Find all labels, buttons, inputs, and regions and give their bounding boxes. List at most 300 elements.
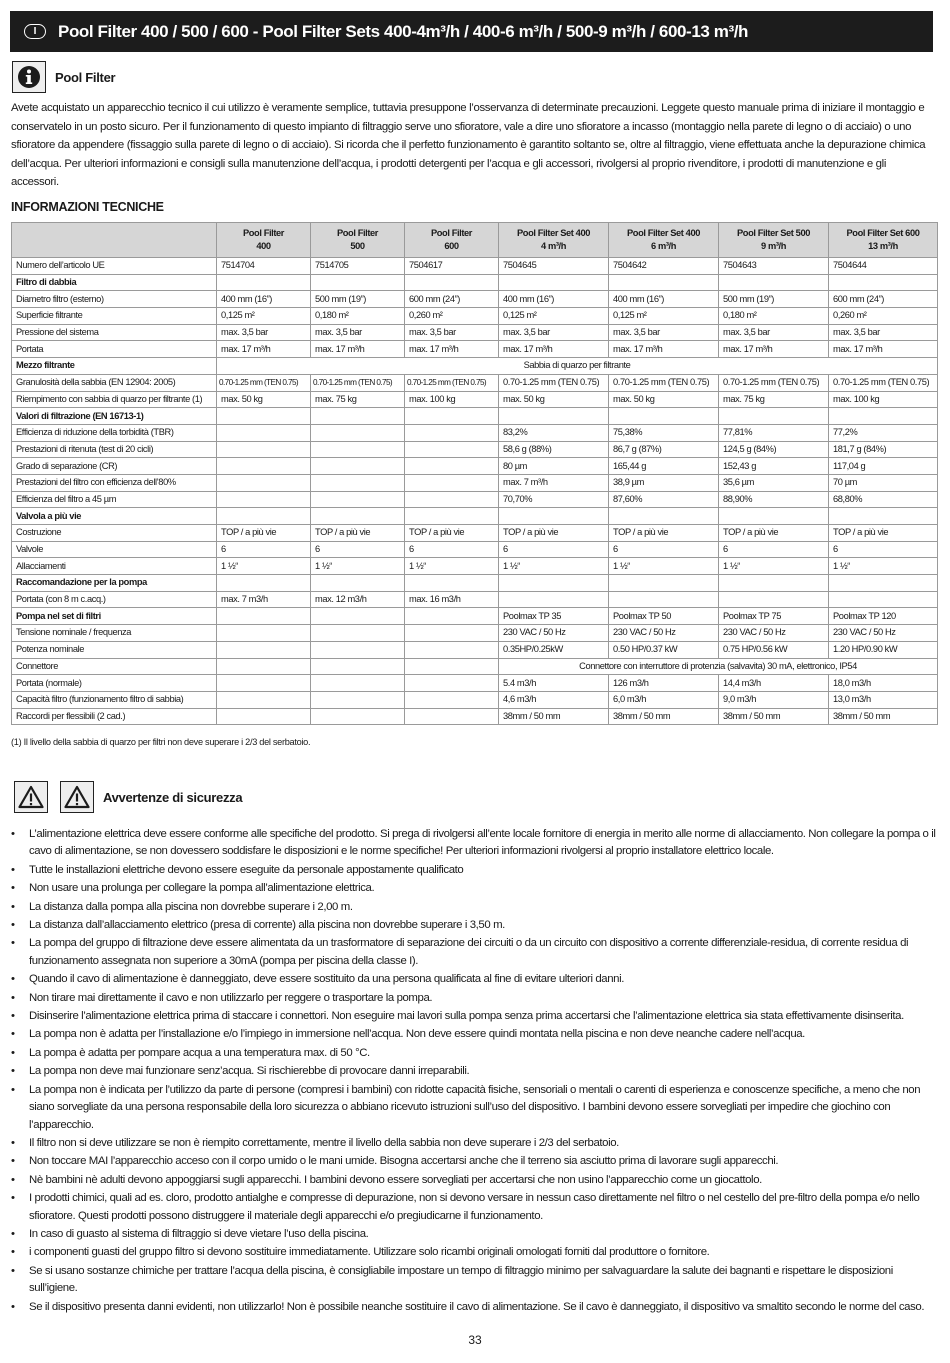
row-label: Filtro di dabbia [12,274,217,291]
table-cell [217,274,311,291]
row-label: Portata (normale) [12,675,217,692]
header-band [10,11,933,52]
row-label: Grado di separazione (CR) [12,458,217,475]
table-cell: 600 mm (24”) [829,291,938,308]
header-corner-cell [12,223,217,258]
table-cell: 181,7 g (84%) [829,441,938,458]
table-cell [311,708,405,725]
table-cell [311,691,405,708]
table-cell: 6 [829,541,938,558]
tech-table-header [12,223,938,258]
table-row [12,408,938,425]
table-cell [719,591,829,608]
table-cell: 38mm / 50 mm [609,708,719,725]
table-cell [311,641,405,658]
table-cell: 230 VAC / 50 Hz [829,625,938,642]
intro-title: Pool Filter [55,69,116,85]
table-cell [217,641,311,658]
table-cell: 70 µm [829,474,938,491]
row-label: Riempimento con sabbia di quarzo per filtrante (1) [12,391,217,408]
table-cell [311,458,405,475]
table-cell [405,274,499,291]
table-cell [405,641,499,658]
table-row [12,324,938,341]
table-cell: 75,38% [609,424,719,441]
table-cell: 38,9 µm [609,474,719,491]
table-cell [405,708,499,725]
row-label: Raccomandazione per la pompa [12,575,217,592]
table-cell [719,575,829,592]
table-cell: 500 mm (19”) [311,291,405,308]
table-cell: 77,2% [829,424,938,441]
table-row [12,508,938,525]
table-cell [311,441,405,458]
column-header-line: Pool Filter Set 400 [517,228,590,238]
table-cell: 0.70-1.25 mm (TEN 0.75) [499,374,609,391]
list-item: • La pompa del gruppo di filtrazione deve essere alimentata da un trasformatore di separazione dei circuiti o da un circuito con dispositivo a corrente differenziale-residua, di corrente residua di funzionamento assegnata non superiore a 30mA (pompa per piscina della classe I). [11,935,936,970]
table-cell: 7504642 [609,258,719,275]
table-cell: 7514704 [217,258,311,275]
table-cell: TOP / a più vie [829,525,938,542]
table-cell: max. 50 kg [609,391,719,408]
row-label: Prestazioni del filtro con efficienza dell’80% [12,474,217,491]
table-row [12,308,938,325]
table-cell: 0.70-1.25 mm (TEN 0.75) [829,374,938,391]
table-cell: 400 mm (16”) [217,291,311,308]
table-cell: max. 3,5 bar [311,324,405,341]
table-cell [499,508,609,525]
row-label: Efficienza di riduzione della torbidità (TBR) [12,424,217,441]
table-cell: 9,0 m3/h [719,691,829,708]
row-label: Granulosità della sabbia (EN 12904: 2005) [12,374,217,391]
list-item: • L’alimentazione elettrica deve essere conforme alle specifiche del prodotto. Si prega di rivolgersi all’ente locale fornitore di energia in merito alle norme di allacciamento. Non collegare la pompa o il cavo di alimentazione, se non dovessero soddisfare le disposizioni e le norme specifiche! Per ulteriori informazioni rivolgersi al proprio installatore elettrico locale. [11,826,936,861]
table-cell: Poolmax TP 50 [609,608,719,625]
list-item: • La pompa non deve mai funzionare senz’acqua. Si rischierebbe di provocare danni irreparabili. [11,1063,936,1080]
table-cell [311,408,405,425]
table-cell: 38mm / 50 mm [719,708,829,725]
table-cell: 0.70-1.25 mm (TEN 0.75) [311,374,405,391]
table-cell: max. 17 m³/h [609,341,719,358]
table-cell [217,608,311,625]
table-cell [829,591,938,608]
table-cell: 13,0 m3/h [829,691,938,708]
table-cell [311,508,405,525]
table-cell [311,675,405,692]
table-cell: 68,80% [829,491,938,508]
table-cell [311,575,405,592]
table-cell: 1 ½“ [499,558,609,575]
table-cell: 6,0 m3/h [609,691,719,708]
column-header [499,223,609,258]
table-row [12,341,938,358]
safety-section-head [14,781,242,813]
column-header [719,223,829,258]
table-cell: 7504644 [829,258,938,275]
table-cell: 0.75 HP/0.56 kW [719,641,829,658]
table-row [12,608,938,625]
intro-section-head [12,61,115,93]
table-cell: TOP / a più vie [217,525,311,542]
column-header-line: Pool Filter [430,228,473,238]
table-cell [829,575,938,592]
table-cell: 70,70% [499,491,609,508]
list-item: • La pompa è adatta per pompare acqua a una temperatura max. di 50 °C. [11,1045,936,1062]
table-cell: 86,7 g (87%) [609,441,719,458]
table-cell: max. 17 m³/h [829,341,938,358]
table-cell: 0,260 m² [405,308,499,325]
table-row [12,591,938,608]
table-cell: 1 ½“ [719,558,829,575]
table-cell: max. 75 kg [719,391,829,408]
table-cell: 230 VAC / 50 Hz [719,625,829,642]
table-cell: 6 [311,541,405,558]
table-cell [719,274,829,291]
table-cell: max. 3,5 bar [405,324,499,341]
safety-title: Avvertenze di sicurezza [103,789,243,805]
table-cell [499,575,609,592]
list-item: • Quando il cavo di alimentazione è danneggiato, deve essere sostituito da una persona qualificata al fine di evitare ulteriori danni. [11,971,936,988]
spanning-cell: Sabbia di quarzo per filtrante [217,358,938,375]
table-cell: TOP / a più vie [311,525,405,542]
table-cell: TOP / a più vie [719,525,829,542]
table-cell: 0.35HP/0.25kW [499,641,609,658]
table-cell: 124,5 g (84%) [719,441,829,458]
column-header-line: 500 [350,241,365,251]
column-header [217,223,311,258]
row-label: Pressione del sistema [12,324,217,341]
table-cell: max. 50 kg [499,391,609,408]
table-cell [217,424,311,441]
table-cell: max. 3,5 bar [217,324,311,341]
table-cell [405,608,499,625]
row-label: Tensione nominale / frequenza [12,625,217,642]
tech-table [11,222,938,725]
table-cell: max. 16 m3/h [405,591,499,608]
table-row [12,658,938,675]
table-cell: 0,125 m² [609,308,719,325]
table-cell [217,708,311,725]
table-cell [311,491,405,508]
column-header-line: 600 [444,241,459,251]
table-cell: max. 7 m3/h [217,591,311,608]
table-cell: 7504617 [405,258,499,275]
table-cell: max. 17 m³/h [719,341,829,358]
table-cell: 152,43 g [719,458,829,475]
info-badge: I [24,24,46,39]
column-header-line: Pool Filter Set 600 [846,228,920,238]
table-cell: 1.20 HP/0.90 kW [829,641,938,658]
table-cell: TOP / a più vie [499,525,609,542]
list-item: • Se il dispositivo presenta danni evidenti, non utilizzarlo! Non è possibile neanche sostituire il cavo di alimentazione. Se il cavo è danneggiato, il dispositivo va smaltito secondo le norme del caso. [11,1299,936,1316]
table-row [12,491,938,508]
page-number: 33 [468,1333,482,1347]
row-label: Costruzione [12,525,217,542]
column-header [311,223,405,258]
table-cell: TOP / a più vie [609,525,719,542]
table-cell [217,625,311,642]
table-cell: 0,260 m² [829,308,938,325]
table-cell: 500 mm (19”) [719,291,829,308]
table-cell: 77,81% [719,424,829,441]
list-item: • Non tirare mai direttamente il cavo e non utilizzarlo per reggere o trasportare la pompa. [11,990,936,1007]
table-cell: 5.4 m3/h [499,675,609,692]
table-cell [405,458,499,475]
list-item: • La pompa non è indicata per l’utilizzo da parte di persone (compresi i bambini) con ridotte capacità fisiche, sensoriali o mentali o carenti di esperienza e conoscenze specifiche, a meno che non siano sorvegliate da una persona responsabile della loro sicurezza o abbiano ricevuto istruzioni sull’uso del dispositivo. I bambini devono essere sorvegliati per impedire che giochino con l’apparecchio. [11,1082,936,1134]
row-label: Allacciamenti [12,558,217,575]
table-cell: max. 3,5 bar [829,324,938,341]
row-label: Potenza nominale [12,641,217,658]
table-cell [405,441,499,458]
column-header [405,223,499,258]
table-cell: 230 VAC / 50 Hz [609,625,719,642]
table-cell: 165,44 g [609,458,719,475]
table-row [12,625,938,642]
table-cell [405,474,499,491]
table-row [12,441,938,458]
table-cell: Poolmax TP 120 [829,608,938,625]
warning-icon [60,781,94,813]
page-title: Pool Filter 400 / 500 / 600 - Pool Filter Sets 400-4m³/h / 400-6 m³/h / 500-9 m³/h / 600-13 m³/h [58,21,749,41]
table-cell [719,408,829,425]
column-header-line: 9 m³/h [761,241,786,251]
table-cell [499,274,609,291]
table-cell: 38mm / 50 mm [829,708,938,725]
list-item: • Non usare una prolunga per collegare la pompa all’alimentazione elettrica. [11,880,936,897]
table-cell: 58,6 g (88%) [499,441,609,458]
tech-heading: INFORMAZIONI TECNICHE [11,200,164,214]
table-row [12,274,938,291]
table-cell: 1 ½“ [405,558,499,575]
table-cell [217,474,311,491]
table-cell: 38mm / 50 mm [499,708,609,725]
table-cell [405,675,499,692]
table-cell [217,408,311,425]
table-cell: 6 [217,541,311,558]
list-item: • Tutte le installazioni elettriche devono essere eseguite da personale appostamente qualificato [11,862,936,879]
table-cell [311,608,405,625]
table-cell [609,508,719,525]
table-row [12,424,938,441]
table-cell [609,408,719,425]
table-cell [829,508,938,525]
row-label: Valvola a più vie [12,508,217,525]
column-header-line: 400 [256,241,271,251]
column-header-line: Pool Filter Set 500 [737,228,810,238]
column-header-line: 4 m³/h [541,241,566,251]
table-cell [217,575,311,592]
table-cell: 1 ½“ [311,558,405,575]
table-cell [217,691,311,708]
warning-icon [14,781,48,813]
table-cell: max. 17 m³/h [311,341,405,358]
row-label: Valori di filtrazione (EN 16713-1) [12,408,217,425]
row-label: Efficienza del filtro a 45 µm [12,491,217,508]
table-cell [311,658,405,675]
table-cell: max. 3,5 bar [609,324,719,341]
table-row [12,525,938,542]
table-cell [829,274,938,291]
table-cell: 400 mm (16”) [499,291,609,308]
table-cell: max. 100 kg [405,391,499,408]
table-cell: 600 mm (24”) [405,291,499,308]
table-cell: 0,180 m² [311,308,405,325]
footnote: (1) Il livello della sabbia di quarzo per filtri non deve superare i 2/3 del serbatoio. [11,737,311,747]
table-cell: max. 12 m3/h [311,591,405,608]
table-cell [217,508,311,525]
table-cell: 1 ½“ [217,558,311,575]
table-row [12,474,938,491]
table-row [12,541,938,558]
table-cell [609,575,719,592]
table-cell [499,408,609,425]
table-cell: max. 50 kg [217,391,311,408]
table-cell: max. 7 m³/h [499,474,609,491]
table-row [12,391,938,408]
row-label: Raccordi per flessibili (2 cad.) [12,708,217,725]
table-cell: 83,2% [499,424,609,441]
table-cell: 87,60% [609,491,719,508]
table-cell [217,441,311,458]
table-cell [609,591,719,608]
row-label: Numero dell’articolo UE [12,258,217,275]
table-cell: max. 100 kg [829,391,938,408]
table-cell [217,658,311,675]
table-cell [405,691,499,708]
table-cell: 0,180 m² [719,308,829,325]
column-header-line: 6 m³/h [651,241,676,251]
list-item: • Non toccare MAI l’apparecchio acceso con il corpo umido o le mani umide. Bisogna accertarsi anche che il terreno sia asciutto prima di lavorare sugli apparecchi. [11,1153,936,1170]
column-header [829,223,938,258]
table-cell: max. 17 m³/h [405,341,499,358]
table-cell [405,424,499,441]
row-label: Portata [12,341,217,358]
list-item: • Disinserire l’alimentazione elettrica prima di staccare i connettori. Non eseguire mai lavori sulla pompa senza prima accertarsi che l’alimentazione elettrica sia stata effettivamente disinserita. [11,1008,936,1025]
intro-text: Avete acquistato un apparecchio tecnico il cui utilizzo è veramente semplice, tuttavia presuppone l’osservanza di determinate precauzioni. Leggete questo manuale prima di iniziare il montaggio e conservatelo in un posto sicuro. Per il funzionamento di questo impianto di filtraggio serve uno sfioratore, vale a dire uno sfioratore a incasso (montaggio nella parete di legno o di acciaio) o uno sfioratore da appendere (fissaggio sulla parete di legno o di acciaio). Si ricorda che il perfetto funzionamento è garantito soltanto se, oltre al filtraggio, viene effettuata anche la depurazione chimica dell’acqua. Per ulteriori informazioni e consigli sulla manutenzione dell’acqua, i prodotti detergenti per l’acqua e gli accessori, rivolgersi al proprio rivenditore, i prodotti di manutenzione e gli accessori. [11,102,926,188]
column-header-line: Pool Filter [242,228,285,238]
table-cell: 230 VAC / 50 Hz [499,625,609,642]
table-cell: max. 17 m³/h [217,341,311,358]
table-cell: 7504643 [719,258,829,275]
column-header-line: Pool Filter Set 400 [627,228,700,238]
column-header [609,223,719,258]
table-row [12,675,938,692]
table-cell: TOP / a più vie [405,525,499,542]
list-item: • La distanza dall’allacciamento elettrico (presa di corrente) alla piscina non dovrebbe superare i 3,50 m. [11,917,936,934]
table-cell: 0.70-1.25 mm (TEN 0.75) [217,374,311,391]
table-cell [311,625,405,642]
list-item: • La pompa non è adatta per l’installazione e/o l’impiego in immersione nell’acqua. Non deve essere quindi montata nella piscina e non deve neanche cadere nell’acqua. [11,1026,936,1043]
table-row [12,291,938,308]
table-cell: 0.70-1.25 mm (TEN 0.75) [405,374,499,391]
table-cell: 80 µm [499,458,609,475]
table-cell [311,424,405,441]
row-label: Pompa nel set di filtri [12,608,217,625]
table-cell [719,508,829,525]
table-cell [217,458,311,475]
table-cell: max. 75 kg [311,391,405,408]
table-cell: max. 3,5 bar [719,324,829,341]
table-row [12,708,938,725]
table-cell: Poolmax TP 75 [719,608,829,625]
table-cell: 1 ½“ [829,558,938,575]
table-cell [311,474,405,491]
row-label: Superficie filtrante [12,308,217,325]
table-cell: 400 mm (16”) [609,291,719,308]
table-cell [405,491,499,508]
table-cell: 88,90% [719,491,829,508]
row-label: Portata (con 8 m c.acq.) [12,591,217,608]
table-cell [499,591,609,608]
table-cell: 14,4 m3/h [719,675,829,692]
table-cell: 0.70-1.25 mm (TEN 0.75) [609,374,719,391]
list-item: • Il filtro non si deve utilizzare se non è riempito correttamente, mentre il livello della sabbia non deve superare i 2/3 del serbatoio. [11,1135,936,1152]
table-cell [405,575,499,592]
table-cell [829,408,938,425]
table-row [12,575,938,592]
table-cell: 18,0 m3/h [829,675,938,692]
column-header-line: 13 m³/h [868,241,898,251]
table-cell: max. 17 m³/h [499,341,609,358]
table-row [12,458,938,475]
table-row [12,691,938,708]
list-item: • Nè bambini nè adulti devono appoggiarsi sugli apparecchi. I bambini devono essere sorvegliati per accertarsi che non usino l’apparecchio come un giocattolo. [11,1172,936,1189]
list-item: • In caso di guasto al sistema di filtraggio si deve vietare l’uso della piscina. [11,1226,936,1243]
table-cell: 4,6 m3/h [499,691,609,708]
row-label: Connettore [12,658,217,675]
table-row [12,558,938,575]
table-cell: 0.70-1.25 mm (TEN 0.75) [719,374,829,391]
table-cell: 7504645 [499,258,609,275]
list-item: • I prodotti chimici, quali ad es. cloro, prodotto antialghe e compresse di depurazione, non si devono versare in nessun caso direttamente nel filtro o nel cestello del pre-filtro della pompa e/o nello sfioratore. Questi prodotti possono distruggere il materiale degli apparecchi e/o pregiudicarne il funzionamento. [11,1190,936,1225]
table-cell [405,508,499,525]
table-cell: 1 ½“ [609,558,719,575]
table-cell [311,274,405,291]
table-cell: 6 [499,541,609,558]
table-row [12,258,938,275]
list-item: • Se si usano sostanze chimiche per trattare l’acqua della piscina, è consigliabile impostare un tempo di filtraggio minimo per salvaguardare la salute dei bagnanti e rispettare le disposizioni sull’igiene. [11,1263,936,1298]
table-cell: 6 [609,541,719,558]
info-icon [12,61,46,93]
table-cell [405,658,499,675]
table-cell: 0.50 HP/0.37 kW [609,641,719,658]
row-label: Valvole [12,541,217,558]
table-cell: Poolmax TP 35 [499,608,609,625]
table-cell: 6 [719,541,829,558]
table-cell: 7514705 [311,258,405,275]
list-item: • La distanza dalla pompa alla piscina non dovrebbe superare i 2,00 m. [11,899,936,916]
table-row [12,358,938,375]
table-cell [609,274,719,291]
table-cell: 117,04 g [829,458,938,475]
table-row [12,374,938,391]
row-label: Mezzo filtrante [12,358,217,375]
table-cell: 0,125 m² [217,308,311,325]
table-cell: 6 [405,541,499,558]
table-cell [405,625,499,642]
table-cell: 35,6 µm [719,474,829,491]
table-row [12,641,938,658]
spanning-cell: Connettore con interruttore di protenzia (salvavita) 30 mA, elettronico, IP54 [499,658,938,675]
table-cell [217,491,311,508]
row-label: Diametro filtro (esterno) [12,291,217,308]
row-label: Capacità filtro (funzionamento filtro di sabbia) [12,691,217,708]
column-header-line: Pool Filter [336,228,379,238]
safety-list [11,826,936,1317]
list-item: • i componenti guasti del gruppo filtro si devono sostituire immediatamente. Utilizzare solo ricambi originali omologati forniti dal produttore o fornitore. [11,1244,936,1261]
table-cell: 0,125 m² [499,308,609,325]
table-cell: max. 3,5 bar [499,324,609,341]
table-cell [217,675,311,692]
